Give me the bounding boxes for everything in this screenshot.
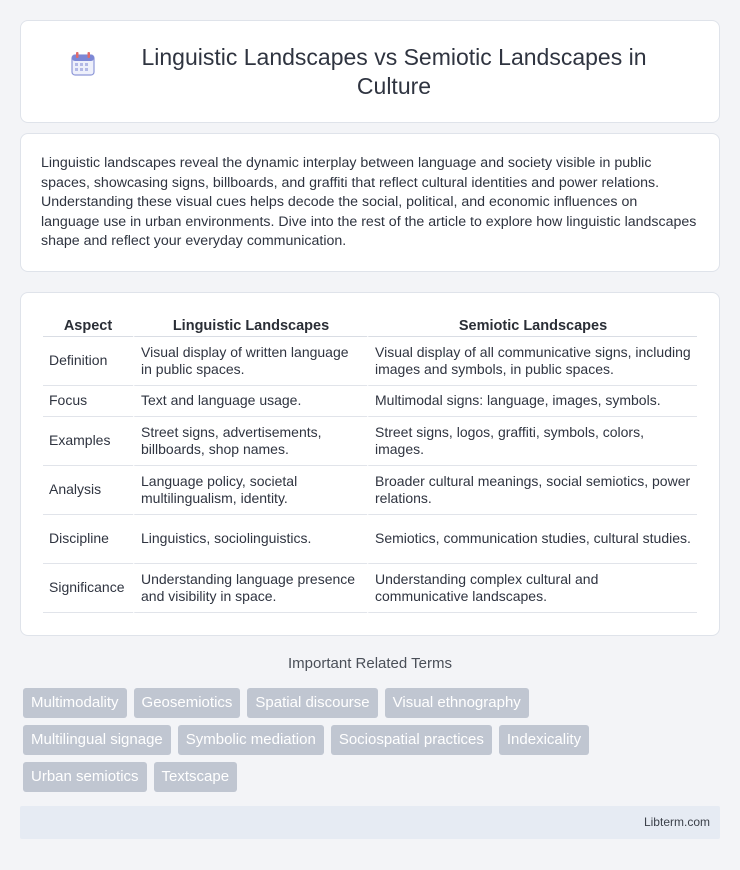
tag-urban-semiotics[interactable]: Urban semiotics xyxy=(23,762,147,792)
tag-visual-ethnography[interactable]: Visual ethnography xyxy=(385,688,529,718)
tag-row xyxy=(23,762,723,792)
page-title: Linguistic Landscapes vs Semiotic Landscapes in Culture xyxy=(141,43,647,99)
title-wrap xyxy=(70,43,670,101)
comparison-table xyxy=(43,313,697,613)
table-header-row xyxy=(43,313,697,337)
row-semiotic: Visual display of all communicative signs, including images and symbols, in public spaces. xyxy=(367,337,697,386)
tag-symbolic-mediation[interactable]: Symbolic mediation xyxy=(178,725,324,755)
row-linguistic: Text and language usage. xyxy=(133,386,367,417)
tag-sociospatial-practices[interactable]: Sociospatial practices xyxy=(331,725,492,755)
intro-card xyxy=(20,133,720,272)
row-aspect: Definition xyxy=(43,337,133,386)
table-row xyxy=(43,417,697,466)
tag-row xyxy=(23,725,723,755)
table-row xyxy=(43,337,697,386)
footer xyxy=(20,806,720,839)
footer-site-link[interactable]: Libterm.com xyxy=(643,815,710,829)
tag-textscape[interactable]: Textscape xyxy=(154,762,238,792)
calendar-icon xyxy=(70,51,96,77)
tag-multilingual-signage[interactable]: Multilingual signage xyxy=(23,725,171,755)
row-aspect: Analysis xyxy=(43,466,133,515)
row-semiotic: Broader cultural meanings, social semiotics, power relations. xyxy=(367,466,697,515)
row-semiotic: Semiotics, communication studies, cultural studies. xyxy=(367,515,697,564)
row-linguistic: Language policy, societal multilingualism, identity. xyxy=(133,466,367,515)
row-aspect: Examples xyxy=(43,417,133,466)
tag-spatial-discourse[interactable]: Spatial discourse xyxy=(247,688,377,718)
table-row xyxy=(43,466,697,515)
title-card xyxy=(20,20,720,123)
tag-row xyxy=(23,688,723,718)
header-linguistic: Linguistic Landscapes xyxy=(133,313,367,337)
tag-multimodality[interactable]: Multimodality xyxy=(23,688,127,718)
row-semiotic: Multimodal signs: language, images, symbols. xyxy=(367,386,697,417)
row-linguistic: Linguistics, sociolinguistics. xyxy=(133,515,367,564)
row-semiotic: Street signs, logos, graffiti, symbols, colors, images. xyxy=(367,417,697,466)
intro-paragraph: Linguistic landscapes reveal the dynamic interplay between language and society visible in public spaces, showcasing signs, billboards, and graffiti that reflect cultural identities and power relations. Understanding these visual cues helps decode the social, political, and economic influences on language use in urban environments. Dive into the rest of the article to explore how linguistic landscapes shape and reflect your everyday communication. xyxy=(41,155,697,250)
row-linguistic: Street signs, advertisements, billboards, shop names. xyxy=(133,417,367,466)
header-aspect: Aspect xyxy=(43,313,133,337)
table-row xyxy=(43,564,697,613)
row-aspect: Discipline xyxy=(43,515,133,564)
row-aspect: Significance xyxy=(43,564,133,613)
tag-geosemiotics[interactable]: Geosemiotics xyxy=(134,688,241,718)
related-terms-list xyxy=(23,688,723,799)
row-linguistic: Visual display of written language in public spaces. xyxy=(133,337,367,386)
row-linguistic: Understanding language presence and visibility in space. xyxy=(133,564,367,613)
row-semiotic: Understanding complex cultural and communicative landscapes. xyxy=(367,564,697,613)
comparison-table-card xyxy=(20,292,720,636)
tag-indexicality[interactable]: Indexicality xyxy=(499,725,589,755)
table-row xyxy=(43,515,697,564)
header-semiotic: Semiotic Landscapes xyxy=(367,313,697,337)
related-terms-heading: Important Related Terms xyxy=(288,655,452,672)
table-row xyxy=(43,386,697,417)
row-aspect: Focus xyxy=(43,386,133,417)
